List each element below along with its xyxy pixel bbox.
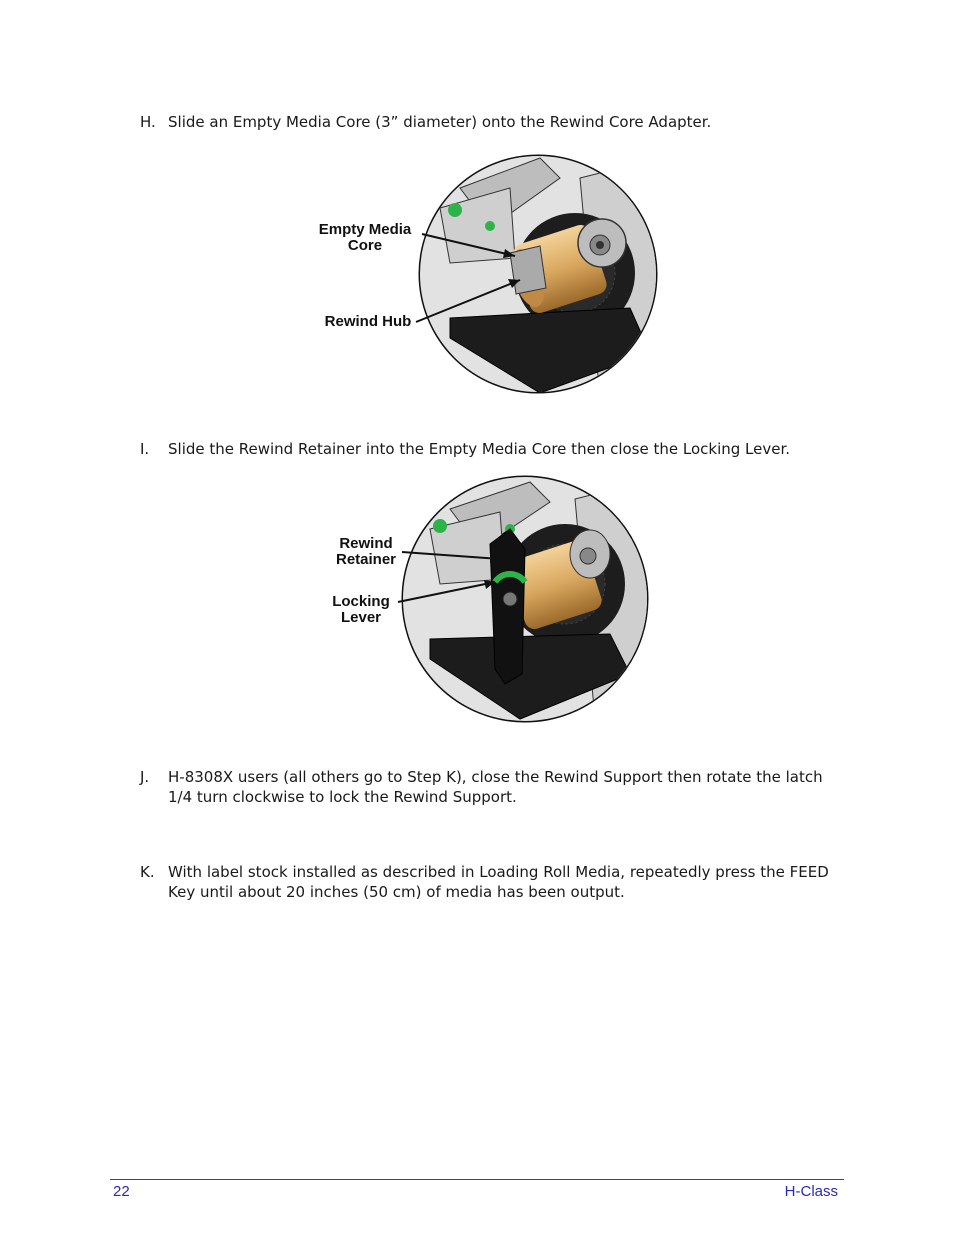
footer-rule	[110, 1179, 844, 1180]
label-rewind-hub: Rewind Hub	[324, 313, 412, 330]
step-letter: K.	[140, 863, 155, 881]
step-k	[140, 862, 840, 902]
step-j	[140, 767, 840, 807]
page-number: 22	[113, 1183, 130, 1200]
step-text: With label stock installed as described in Loading Roll Media, repeatedly press the FEED Key until about 20 inches (50 cm) of media has been output.	[168, 863, 829, 901]
label-locking-lever	[316, 594, 406, 626]
label-empty-media-core	[312, 222, 418, 254]
label-line: Core	[347, 237, 383, 254]
step-letter: H.	[140, 113, 156, 131]
label-line: Rewind	[339, 535, 393, 552]
label-line: Retainer	[335, 551, 397, 568]
printer-illustration-1	[310, 148, 670, 403]
product-name: H-Class	[784, 1183, 838, 1200]
label-rewind-retainer	[320, 536, 412, 568]
step-text: Slide the Rewind Retainer into the Empty Media Core then close the Locking Lever.	[168, 440, 791, 458]
figure-rewind-hub	[310, 148, 670, 403]
step-text: H-8308X users (all others go to Step K), close the Rewind Support then rotate the latch 1/4 turn clockwise to lock the Rewind Support.	[168, 768, 823, 806]
label-line: Empty Media	[318, 221, 412, 238]
step-text: Slide an Empty Media Core (3” diameter) onto the Rewind Core Adapter.	[168, 113, 712, 131]
step-letter: J.	[140, 768, 150, 786]
step-letter: I.	[140, 440, 150, 458]
label-line: Lever	[340, 609, 382, 626]
label-line: Locking	[332, 593, 390, 610]
figure-rewind-retainer	[310, 474, 670, 729]
